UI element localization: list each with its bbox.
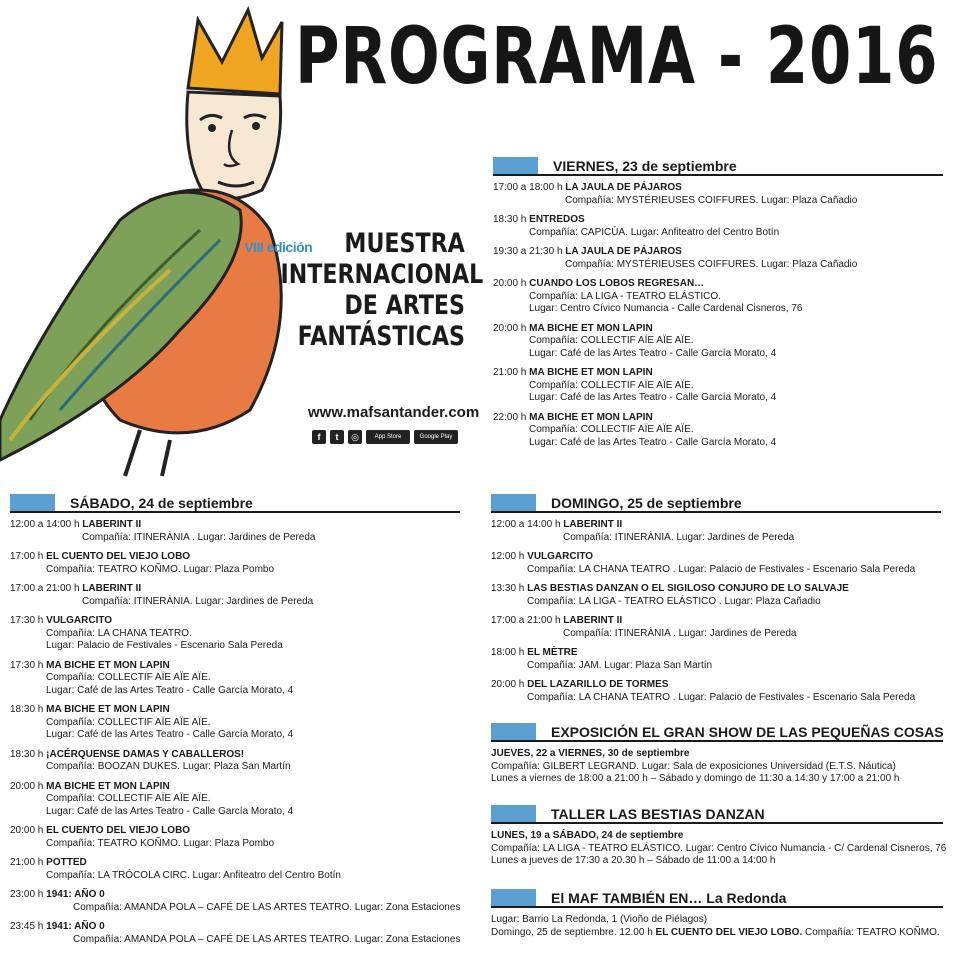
redonda-company: Compañía: TEATRO KOÑMO. — [802, 926, 940, 938]
event-name: MA BICHE ET MON LAPIN — [529, 411, 653, 423]
event-time: 17:00 a 18:00 h — [493, 182, 566, 193]
event-detail: Compañía: LA LIGA - TEATRO ELÁSTICO. — [529, 290, 721, 302]
event-name: MA BICHE ET MON LAPIN — [529, 322, 653, 334]
section-tab — [493, 157, 538, 174]
event-name: ¡ACÉRQUENSE DAMAS Y CABALLEROS! — [46, 748, 245, 760]
event-detail: Compañía: COLLECTIF AÏE AÏE AÏE. — [529, 335, 694, 346]
section-tab — [491, 805, 536, 822]
event-time: 17:30 h — [10, 659, 47, 671]
event-item — [10, 825, 460, 850]
section-title: EXPOSICIÓN EL GRAN SHOW DE LAS PEQUEÑAS COSAS — [551, 724, 944, 740]
event-detail: Lugar: Café de las Artes Teatro - Calle García Morato, 4 — [529, 436, 777, 448]
event-time: 12:00 a 14:00 h — [10, 519, 83, 530]
event-detail: Compañía: AMANDA POLA – CAFÉ DE LAS ARTES TEATRO. Lugar: Zona Estaciones — [73, 901, 461, 913]
section-tab — [491, 494, 536, 511]
social-links — [312, 430, 458, 444]
event-detail: Compañía: COLLECTIF AÏE AÏE AÏE. — [46, 672, 211, 683]
redonda-date: Domingo, 25 de septiembre. 12.00 h — [491, 926, 656, 938]
event-item — [10, 921, 460, 946]
event-item — [491, 519, 941, 544]
event-item — [10, 615, 460, 653]
exposicion-info — [491, 748, 943, 786]
event-time: 18:30 h — [493, 214, 530, 225]
event-detail: Lugar: Café de las Artes Teatro - Calle García Morato, 4 — [46, 684, 294, 696]
event-name: EL CUENTO DEL VIEJO LOBO — [46, 551, 191, 562]
section-tab — [491, 723, 536, 740]
festival-line-4: FANTÁSTICAS — [297, 321, 465, 352]
section-header — [493, 157, 943, 176]
event-time: 20:00 h — [493, 278, 530, 289]
event-time: 17:00 a 21:00 h — [10, 583, 83, 594]
event-detail: Compañía: LA CHANA TEATRO . Lugar: Palacio de Festivales - Escenario Sala Pereda — [527, 563, 916, 575]
event-name: CUANDO LOS LOBOS REGRESAN… — [529, 278, 705, 289]
event-list — [10, 519, 460, 946]
event-name: LA JAULA DE PÁJAROS — [565, 246, 682, 257]
section-viernes — [493, 157, 943, 456]
section-header — [491, 889, 943, 908]
redonda-show: EL CUENTO DEL VIEJO LOBO. — [655, 926, 803, 938]
event-time: 23:45 h — [10, 921, 47, 932]
instagram-icon[interactable]: ◎ — [348, 430, 362, 444]
event-detail: Compañía: TEATRO KOÑMO. Lugar: Plaza Pombo — [46, 563, 275, 575]
section-tab — [491, 889, 536, 906]
event-name: MA BICHE ET MON LAPIN — [529, 367, 653, 378]
event-item — [491, 551, 941, 576]
event-name: MA BICHE ET MON LAPIN — [46, 780, 170, 792]
event-time: 20:00 h — [10, 825, 47, 836]
event-item — [10, 781, 460, 819]
event-item — [10, 749, 460, 774]
event-detail: Lugar: Centro Cívico Numancia - Calle Cardenal Cisneros, 76 — [529, 303, 803, 314]
twitter-icon[interactable]: t — [330, 430, 344, 444]
event-item — [10, 857, 460, 882]
event-item — [493, 278, 943, 316]
section-title: DOMINGO, 25 de septiembre — [551, 495, 742, 511]
event-detail: Compañía: MYSTÉRIEUSES COIFFURES. Lugar: Plaza Cañadio — [565, 194, 858, 206]
event-time: 18:30 h — [10, 704, 47, 715]
event-name: LABERINT II — [82, 583, 142, 594]
taller-company: Compañía: LA LIGA - TEATRO ELÁSTICO. Lugar: Centro Cívico Numancia - C/ Cardenal Cisneros, 76 — [491, 842, 947, 854]
website-link[interactable]: www.mafsantander.com — [308, 404, 480, 421]
event-name: LA JAULA DE PÁJAROS — [565, 182, 682, 193]
event-time: 17:00 a 21:00 h — [491, 615, 564, 626]
event-name: EL CUENTO DEL VIEJO LOBO — [46, 825, 191, 836]
event-name: EL MÈTRE — [527, 647, 578, 658]
event-time: 12:00 a 14:00 h — [491, 519, 564, 530]
event-detail: Compañía: COLLECTIF AÏE AÏE AÏE. — [46, 793, 211, 804]
event-name: DEL LAZARILLO DE TORMES — [527, 679, 669, 690]
event-detail: Compañía: JAM. Lugar: Plaza San Martín — [527, 659, 713, 671]
event-item — [493, 214, 943, 239]
page-title: PROGRAMA - 2016 — [295, 12, 939, 102]
section-domingo — [491, 494, 941, 711]
edition-label: VIII edición — [244, 239, 313, 255]
event-name: LAS BESTIAS DANZAN O EL SIGILOSO CONJURO DE LO SALVAJE — [527, 583, 849, 594]
event-detail: Lugar: Café de las Artes Teatro - Calle García Morato, 4 — [46, 805, 294, 817]
section-exposicion — [491, 723, 943, 786]
section-redonda — [491, 889, 943, 939]
event-time: 17:00 h — [10, 551, 47, 562]
google-play-badge[interactable]: Google Play — [414, 430, 458, 444]
section-header — [10, 494, 460, 513]
event-item — [493, 367, 943, 405]
event-item — [493, 182, 943, 207]
event-detail: Compañía: CAPICÚA. Lugar: Anfiteatro del Centro Botín — [529, 226, 780, 238]
event-detail: Compañía: ITINERÀNIA . Lugar: Jardines de Pereda — [563, 627, 797, 639]
event-detail: Compañía: LA LIGA - TEATRO ELÁSTICO . Lugar: Plaza Cañadio — [527, 595, 821, 607]
event-item — [10, 889, 460, 914]
event-detail: Compañía: LA CHANA TEATRO. — [46, 627, 192, 639]
event-time: 17:30 h — [10, 615, 47, 626]
section-taller — [491, 805, 947, 868]
event-time: 20:00 h — [10, 780, 47, 792]
event-detail: Compañía: ITINERÀNIA . Lugar: Jardines de Pereda — [82, 531, 316, 543]
event-time: 13:30 h — [491, 583, 528, 594]
event-time: 23:00 h — [10, 889, 47, 900]
event-item — [493, 246, 943, 271]
exposicion-date: JUEVES, 22 a VIERNES, 30 de septiembre — [491, 748, 690, 759]
facebook-icon[interactable]: f — [312, 430, 326, 444]
event-item — [10, 583, 460, 608]
event-name: VULGARCITO — [46, 615, 113, 626]
event-detail: Compañía: LA TRÓCOLA CIRC. Lugar: Anfiteatro del Centro Botín — [46, 869, 341, 881]
event-name: ENTREDOS — [529, 214, 585, 225]
event-name: POTTED — [46, 857, 87, 868]
event-time: 21:00 h — [493, 367, 530, 378]
event-time: 20:00 h — [493, 322, 530, 334]
event-time: 19:30 a 21:30 h — [493, 246, 566, 257]
event-list — [493, 182, 943, 449]
section-header — [491, 723, 943, 742]
event-name: VULGARCITO — [527, 551, 594, 562]
event-detail: Compañía: ITINERÀNIA. Lugar: Jardines de Pereda — [82, 595, 314, 607]
event-time: 18:00 h — [491, 647, 528, 658]
redonda-info — [491, 914, 943, 939]
taller-date: LUNES, 19 a SÁBADO, 24 de septiembre — [491, 830, 684, 841]
event-item — [10, 519, 460, 544]
event-detail: Compañía: COLLECTIF AÏE AÏE AÏE. — [46, 716, 211, 728]
event-detail: Compañía: TEATRO KOÑMO. Lugar: Plaza Pombo — [46, 837, 275, 849]
event-item — [493, 412, 943, 450]
section-title: VIERNES, 23 de septiembre — [553, 158, 737, 174]
event-name: MA BICHE ET MON LAPIN — [46, 704, 170, 715]
section-sabado — [10, 494, 460, 953]
event-item — [491, 679, 941, 704]
event-time: 20:00 h — [491, 679, 528, 690]
event-time: 22:00 h — [493, 411, 530, 423]
event-detail: Compañía: LA CHANA TEATRO . Lugar: Palacio de Festivales - Escenario Sala Pereda — [527, 691, 916, 703]
event-name: LABERINT II — [563, 519, 623, 530]
event-detail: Lugar: Café de las Artes Teatro - Calle García Morato, 4 — [529, 347, 777, 359]
event-name: LABERINT II — [563, 615, 623, 626]
festival-line-2: INTERNACIONAL — [280, 259, 484, 290]
festival-name — [240, 228, 484, 352]
event-name: LABERINT II — [82, 519, 142, 530]
event-name: 1941: AÑO 0 — [46, 889, 105, 900]
app-store-badge[interactable]: App Store — [366, 430, 410, 444]
exposicion-company: Compañía: GILBERT LEGRAND. Lugar: Sala de exposiciones Universidad (E.T.S. Náutica) — [491, 760, 896, 772]
event-time: 18:30 h — [10, 748, 47, 760]
event-detail: Compañía: COLLECTIF AÏE AÏE AÏE. — [529, 424, 694, 435]
event-item — [491, 615, 941, 640]
event-item — [10, 660, 460, 698]
event-detail: Compañía: BOOZAN DUKES. Lugar: Plaza San Martín — [46, 761, 291, 772]
section-title: TALLER LAS BESTIAS DANZAN — [551, 806, 765, 822]
festival-line-3: DE ARTES — [344, 290, 465, 321]
exposicion-hours: Lunes a viernes de 18:00 a 21:00 h – Sábado y domingo de 11:30 a 14:30 y 17:00 a 21:00 h — [491, 773, 900, 784]
redonda-event — [491, 927, 943, 940]
event-detail: Lugar: Palacio de Festivales - Escenario Sala Pereda — [46, 640, 283, 651]
section-tab — [10, 494, 55, 511]
event-name: MA BICHE ET MON LAPIN — [46, 659, 170, 671]
event-item — [491, 647, 941, 672]
event-name: 1941: AÑO 0 — [46, 921, 105, 932]
redonda-location: Lugar: Barrio La Redonda, 1 (Vioño de Piélagos) — [491, 914, 708, 925]
taller-info — [491, 830, 947, 868]
event-item — [493, 323, 943, 361]
taller-hours: Lunes a jueves de 17:30 a 20.30 h – Sábado de 11:00 a 14:00 h — [491, 855, 776, 866]
section-header — [491, 805, 943, 824]
event-detail: Compañía: ITINERÀNIA. Lugar: Jardines de Pereda — [563, 531, 795, 543]
festival-line-1: MUESTRA — [344, 228, 465, 259]
event-item — [10, 551, 460, 576]
event-item — [10, 704, 460, 742]
event-item — [491, 583, 941, 608]
section-title: SÁBADO, 24 de septiembre — [70, 495, 253, 511]
event-time: 12:00 h — [491, 551, 528, 562]
event-time: 21:00 h — [10, 857, 47, 868]
section-header — [491, 494, 941, 513]
crown-icon — [188, 10, 282, 94]
event-detail: Lugar: Café de las Artes Teatro - Calle García Morato, 4 — [46, 729, 294, 740]
event-list — [491, 519, 941, 704]
section-title: El MAF TAMBIÉN EN… La Redonda — [551, 890, 787, 906]
event-detail: Compañía: MYSTÉRIEUSES COIFFURES. Lugar: Plaza Cañadio — [565, 258, 858, 270]
event-detail: Compañía: AMANDA POLA – CAFÉ DE LAS ARTES TEATRO. Lugar: Zona Estaciones — [73, 933, 461, 945]
event-detail: Compañía: COLLECTIF AÏE AÏE AÏE. — [529, 379, 694, 391]
event-detail: Lugar: Café de las Artes Teatro - Calle García Morato, 4 — [529, 392, 777, 403]
